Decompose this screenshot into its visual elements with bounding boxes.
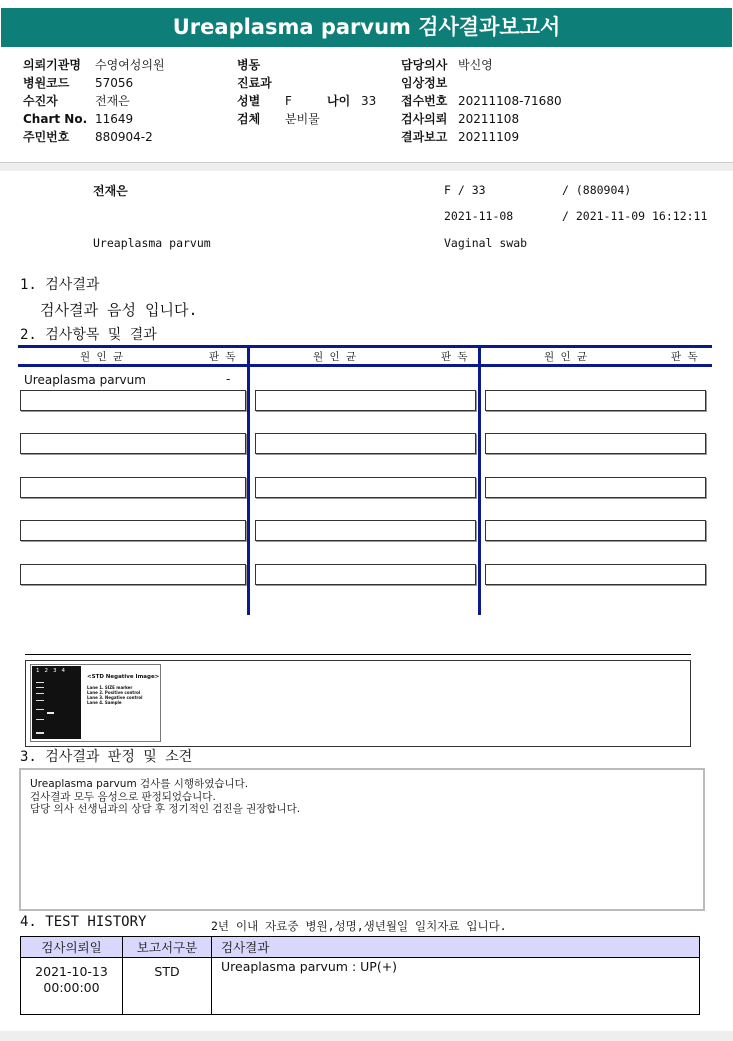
label-sex: 성별 xyxy=(237,94,261,108)
label-department: 진료과 xyxy=(237,76,272,90)
history-date-cell xyxy=(21,958,123,1015)
value-resident-no: 880904-2 xyxy=(95,130,153,144)
summary-report-datetime: / 2021-11-09 16:12:11 xyxy=(562,209,708,223)
summary-specimen: Vaginal swab xyxy=(444,236,528,250)
opinion-line: 담당 의사 선생님과의 상담 후 정기적인 검진을 권장합니다. xyxy=(30,803,301,815)
history-type: STD xyxy=(123,958,212,1015)
section1-result-text: 검사결과 음성 입니다. xyxy=(40,301,198,319)
label-receipt-no: 접수번호 xyxy=(401,94,448,108)
header-col1 xyxy=(23,56,243,146)
value-chart-no: 11649 xyxy=(95,112,134,126)
gel-legend-item: Lane 2. Positive control xyxy=(87,690,141,695)
col-header-judgement-2: 판 독 xyxy=(441,351,468,363)
empty-result-box xyxy=(20,433,246,454)
gel-legend-item: Lane 3. Negative control xyxy=(87,695,143,700)
results-table-divider-2 xyxy=(478,345,481,615)
result-pathogen-name: Ureaplasma parvum xyxy=(24,373,146,387)
gel-lane-label: 4 xyxy=(61,668,70,674)
col-header-judgement-1: 판 독 xyxy=(209,351,236,363)
section3-title: 3. 검사결과 판정 및 소견 xyxy=(20,749,193,765)
section4-note: 2년 이내 자료중 병원,성명,생년월일 일치자료 입니다. xyxy=(211,919,507,933)
gel-band xyxy=(47,712,54,714)
gel-band xyxy=(36,700,44,701)
gel-legend xyxy=(87,685,143,705)
section2-title: 2. 검사항목 및 결과 xyxy=(20,327,157,343)
opinion-line: 검사결과 모두 음성으로 판정되었습니다. xyxy=(30,790,216,803)
report-title: Ureaplasma parvum 검사결과보고서 xyxy=(1,8,732,47)
empty-result-box xyxy=(20,564,246,585)
empty-result-box xyxy=(485,433,706,454)
gel-band xyxy=(36,719,44,720)
history-header-date: 검사의뢰일 xyxy=(21,937,123,958)
section4-title: 4. TEST HISTORY xyxy=(20,914,147,930)
label-specimen: 검체 xyxy=(237,112,261,126)
gel-band xyxy=(36,687,44,688)
results-table-top-border xyxy=(18,345,712,348)
value-physician: 박신영 xyxy=(458,58,493,72)
label-ward: 병동 xyxy=(237,58,261,72)
summary-test-name: Ureaplasma parvum xyxy=(93,236,211,250)
label-requesting-institution: 의뢰기관명 xyxy=(23,58,81,72)
empty-result-box xyxy=(255,477,476,498)
history-row xyxy=(21,958,700,1015)
empty-result-box xyxy=(485,564,706,585)
col-header-pathogen-2: 원 인 균 xyxy=(313,351,357,363)
empty-result-box xyxy=(255,520,476,541)
empty-result-box xyxy=(485,520,706,541)
opinion-line: Ureaplasma parvum 검사를 시행하였습니다. xyxy=(30,778,249,790)
col-header-pathogen-3: 원 인 균 xyxy=(544,351,588,363)
summary-name: 전재은 xyxy=(93,184,128,198)
value-hospital-code: 57056 xyxy=(95,76,134,90)
gel-band xyxy=(36,709,44,710)
empty-result-box xyxy=(20,520,246,541)
col-header-pathogen-1: 원 인 균 xyxy=(80,351,124,363)
footer-bar xyxy=(0,1031,733,1041)
results-table-header-border xyxy=(18,364,712,367)
gel-legend-item: Lane 1. SIZE marker xyxy=(87,685,133,690)
value-result-report: 20211109 xyxy=(458,130,520,144)
empty-result-box xyxy=(485,477,706,498)
gel-band xyxy=(36,732,44,734)
value-patient: 전재은 xyxy=(95,94,130,108)
label-patient: 수진자 xyxy=(23,94,58,108)
value-requesting-institution: 수영여성의원 xyxy=(95,58,165,72)
history-header-type: 보고서구분 xyxy=(123,937,212,958)
label-hospital-code: 병원코드 xyxy=(23,76,70,90)
section1-title: 1. 검사결과 xyxy=(20,277,100,293)
summary-request-date: 2021-11-08 xyxy=(444,209,514,223)
gel-title: <STD Negative Image> xyxy=(87,674,160,680)
history-result: Ureaplasma parvum : UP(+) xyxy=(212,958,700,1015)
header-col2 xyxy=(237,56,397,128)
label-resident-no: 주민번호 xyxy=(23,130,70,144)
empty-result-box xyxy=(485,390,706,411)
empty-result-box xyxy=(255,564,476,585)
gel-lane-label: 1 xyxy=(36,668,45,674)
label-age: 나이 xyxy=(327,94,351,108)
header-col3 xyxy=(401,56,651,146)
header-separator xyxy=(0,162,733,171)
value-sex: F xyxy=(285,94,292,108)
label-clinical-info: 임상정보 xyxy=(401,76,448,90)
history-header-row xyxy=(21,937,700,958)
label-physician: 담당의사 xyxy=(401,58,448,72)
gel-lane-label: 3 xyxy=(53,668,62,674)
summary-sex-age: F / 33 xyxy=(444,183,486,197)
results-table-divider-1 xyxy=(247,345,250,615)
summary-birth: / (880904) xyxy=(562,183,632,197)
gel-band xyxy=(36,682,44,683)
gel-image-panel xyxy=(30,664,161,742)
empty-result-box xyxy=(255,433,476,454)
value-test-request: 20211108 xyxy=(458,112,520,126)
empty-result-box xyxy=(255,390,476,411)
value-age: 33 xyxy=(361,94,377,108)
gel-top-rule xyxy=(25,654,691,655)
result-judgement: - xyxy=(226,372,231,386)
label-result-report: 결과보고 xyxy=(401,130,448,144)
opinion-text xyxy=(30,778,703,816)
label-chart-no: Chart No. xyxy=(23,112,88,126)
empty-result-box xyxy=(20,390,246,411)
history-header-result: 검사결과 xyxy=(212,937,700,958)
history-time: 00:00:00 xyxy=(43,980,100,995)
opinion-box xyxy=(19,768,705,911)
value-specimen: 분비물 xyxy=(285,112,320,126)
empty-result-box xyxy=(20,477,246,498)
history-date: 2021-10-13 xyxy=(35,964,108,979)
gel-image xyxy=(32,666,81,739)
col-header-judgement-3: 판 독 xyxy=(671,351,698,363)
label-test-request: 검사의뢰 xyxy=(401,112,448,126)
gel-lane-label: 2 xyxy=(44,668,53,674)
history-table xyxy=(20,936,700,1015)
value-receipt-no: 20211108-71680 xyxy=(458,94,562,108)
gel-legend-item: Lane 4. Sample xyxy=(87,700,122,705)
gel-band xyxy=(36,693,44,694)
